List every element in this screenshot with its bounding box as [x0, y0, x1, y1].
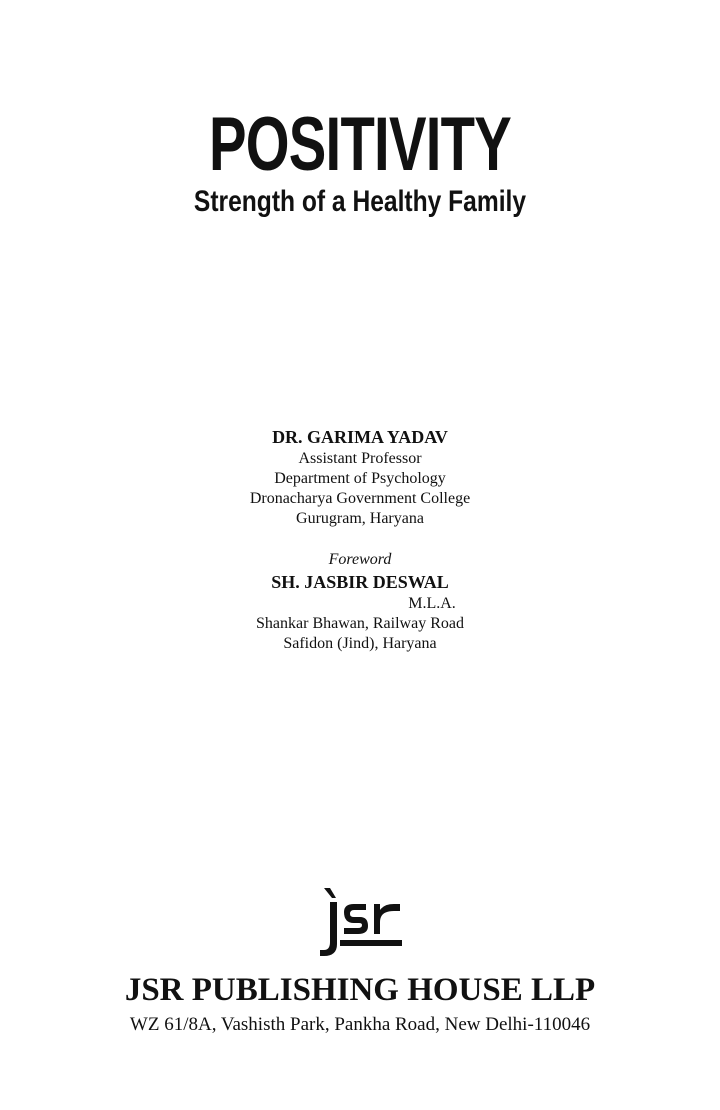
foreword-address-line1: Shankar Bhawan, Railway Road: [256, 615, 464, 632]
book-subtitle: Strength of a Healthy Family: [193, 185, 527, 218]
author-name: DR. GARIMA YADAV: [272, 427, 448, 447]
foreword-block: [0, 550, 720, 654]
foreword-name: SH. JASBIR DESWAL: [271, 572, 449, 592]
foreword-address-line2: Safidon (Jind), Haryana: [283, 635, 437, 652]
publisher-logo-icon: [314, 884, 406, 958]
foreword-label: Foreword: [328, 551, 392, 568]
publisher-address: WZ 61/8A, Vashisth Park, Pankha Road, New Delhi-110046: [129, 1014, 591, 1035]
book-title: POSITIVITY: [209, 102, 511, 187]
author-college: Dronacharya Government College: [249, 490, 471, 507]
publisher-name: JSR PUBLISHING HOUSE LLP: [124, 972, 596, 1008]
foreword-designation: M.L.A.: [408, 595, 456, 612]
author-location: Gurugram, Haryana: [296, 510, 424, 527]
author-position: Assistant Professor: [298, 450, 422, 467]
author-department: Department of Psychology: [274, 470, 446, 487]
author-block: [0, 425, 720, 529]
